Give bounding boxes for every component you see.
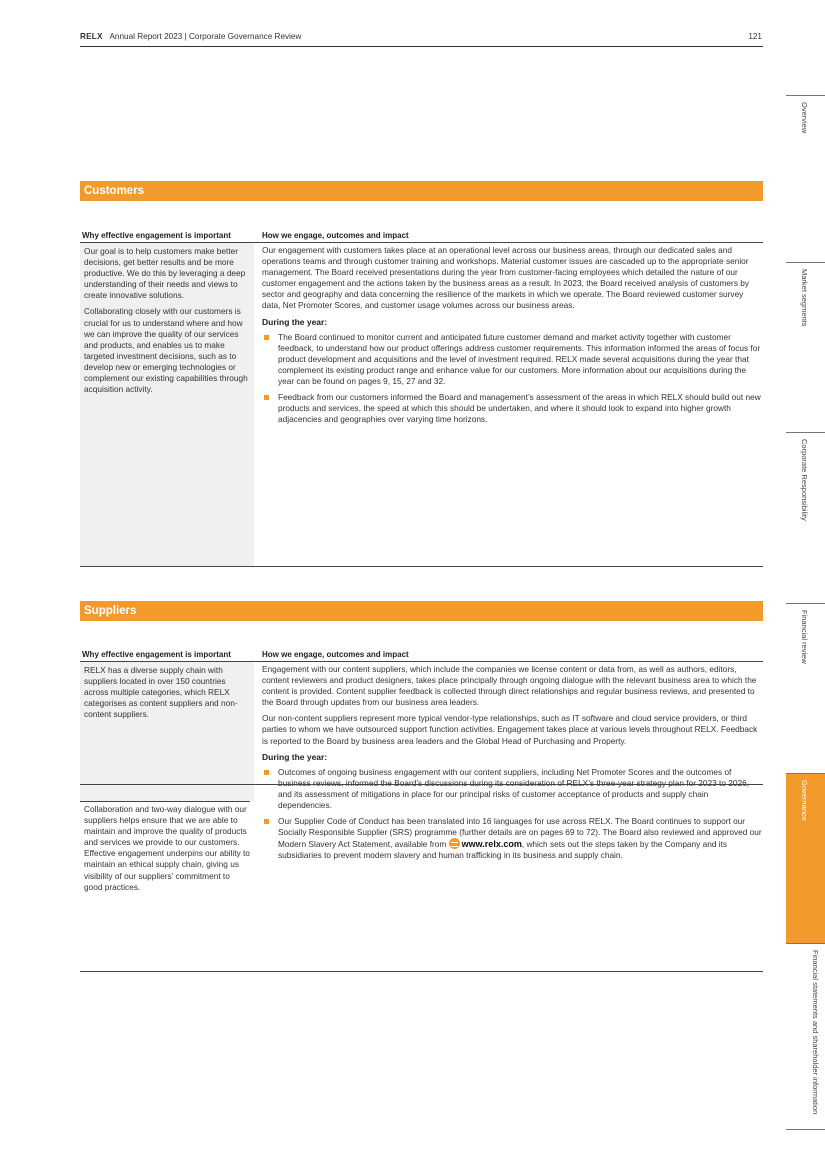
tab-label: Financial statements and shareholder information [811,950,820,1115]
suppliers-bullet-list [262,767,762,862]
suppliers-section [80,601,763,892]
customers-title: Customers [80,181,763,201]
customers-column-headers [80,201,763,243]
suppliers-during-heading: During the year: [262,751,328,762]
suppliers-why-paragraph: RELX has a diverse supply chain with suppliers located in over 150 countries across multiple categories, which RELX categorises as content suppliers and non-content suppliers. [84,665,238,720]
customers-intro-paragraph: Our engagement with customers takes place at an operational level across our business areas, through our dedicated sales and operations teams and through customer training and workshops. Material customer issues are cascaded up to the appropriate senior management. The Board received presentations during the year from customer-facing employees which detailed the nature of our customer engagement and the actions taken by the business areas as a result. In 2023, the Board received analysis of customers by sector and geography and data concerning the resilience of the markets in which we operate. The Board reviewed customer survey data, Net Promoter Scores, and customer usage volumes across our business areas. [262,245,750,311]
customers-col2-header: How we engage, outcomes and impact [262,231,409,240]
suppliers-title: Suppliers [80,601,763,621]
list-item: Feedback from our customers informed the Board and management’s assessment of the areas in which RELX should build out new products and services, the speed at which this should be undertaken, and where it should look to expand into higher growth adjacencies and geographies over varying time horizons. [262,392,762,425]
tab-overview[interactable] [786,95,825,263]
suppliers-mid-divider [80,784,763,785]
suppliers-how-column [262,664,762,867]
tab-market-segments[interactable] [786,262,825,433]
suppliers-column-headers [80,621,763,662]
suppliers-why-column-continued [80,801,254,893]
bullet-square-icon [264,335,269,340]
list-item: The Board continued to monitor current and anticipated future customer demand and market activity together with customer feedback, to understand how our product offerings address customer requirements. This information informed the areas of focus for product development and acquisitions and the level of investment required. RELX made several acquisitions during the year that complement its existing product range and enhance value for our customers. More information about our acquisitions during the year can be found on pages 9, 15, 27 and 32. [262,332,762,387]
tab-governance[interactable] [786,773,825,944]
customers-col1-header: Why effective engagement is important [82,231,231,240]
suppliers-col1-header: Why effective engagement is important [82,650,231,659]
tab-label: Financial review [800,610,809,664]
suppliers-why-column [80,662,254,801]
link-icon [449,838,460,849]
section-sidebar [786,95,825,1130]
customers-bullet-list [262,332,762,426]
tab-financial-review[interactable] [786,603,825,774]
customers-why-column [80,243,254,566]
customers-during-heading: During the year: [262,316,328,327]
tab-label: Governance [800,780,809,821]
tab-label: Market segments [800,269,809,327]
tab-corporate-responsibility[interactable] [786,432,825,604]
customers-how-column [262,245,762,430]
header-divider [80,46,763,47]
bullet-square-icon [264,395,269,400]
sidebar-end-divider [786,1129,825,1130]
bullet-square-icon [264,819,269,824]
customers-section [80,181,763,425]
page-number: 121 [748,32,762,41]
bullet-square-icon [264,770,269,775]
customers-bottom-divider [80,566,763,567]
list-item: Outcomes of ongoing business engagement with our content suppliers, including Net Promoter Scores and the outcomes of business reviews, informed the Board’s discussions during its consideration of RELX’s three-year strategy plan for 2023 to 2026, and its assessment of mitigations in place for our principal risks of customer acceptance of products and supply chain dependencies. [262,767,762,811]
suppliers-why-paragraph: Collaboration and two-way dialogue with our suppliers helps ensure that we are able to maintain and improve the quality of products and services we provide to our customers. Effective engagement underpins our ability to maintain an ethical supply chain, giving us visibility of our suppliers’ commitment to good practices. [84,804,250,892]
suppliers-col2-header: How we engage, outcomes and impact [262,650,409,659]
suppliers-paragraph: Engagement with our content suppliers, which include the companies we license content or data from, as well as authors, editors, content reviewers and product designers, takes place principally through ongoing dialogue with the relevant business area to which the content is provided. Content supplier feedback is collected through direct relationships and regular business reviews, and presented to the Board through updates from our business area leaders. [262,664,757,708]
customers-why-paragraph: Our goal is to help customers make better decisions, get better results and be more productive. We do this by leveraging a deep understanding of their needs and views to create innovative solutions. [84,246,246,301]
relx-website-link[interactable]: www.relx.com [461,839,522,850]
suppliers-paragraph: Our non-content suppliers represent more typical vendor-type relationships, such as IT software and cloud service providers, or third parties to whom we have outsourced support function activities. Engagement takes place at various levels throughout RELX. Feedback is reported to the Board by business area leaders and the Global Head of Purchasing and Property. [262,713,758,746]
suppliers-left-divider [80,801,250,802]
page-header [80,32,762,46]
tab-label: Corporate Responsibility [800,439,809,521]
list-item: Our Supplier Code of Conduct has been translated into 16 languages for use across RELX. The Board continues to support our Socially Responsible Supplier (SRS) programme (further details are on pages 69 to 72). The Board also reviewed and approved our Modern Slavery Act Statement, available from www.relx.com, which sets out the steps taken by the Company and its subsidiaries to prevent modern slavery and human trafficking in its business and supply chain. [262,816,762,861]
brand-name: RELX [80,32,103,41]
tab-label: Overview [800,102,809,134]
suppliers-bottom-divider [80,971,763,972]
report-title: Annual Report 2023 | Corporate Governance Review [109,32,302,41]
customers-why-paragraph: Collaborating closely with our customers is crucial for us to understand where and how we can improve the quality of our services and products, and enables us to make targeted investment decisions, such as to develop new or emerging technologies or complement our existing capabilities through acquisition activity. [84,306,248,395]
tab-financial-statements[interactable] [786,943,825,1130]
